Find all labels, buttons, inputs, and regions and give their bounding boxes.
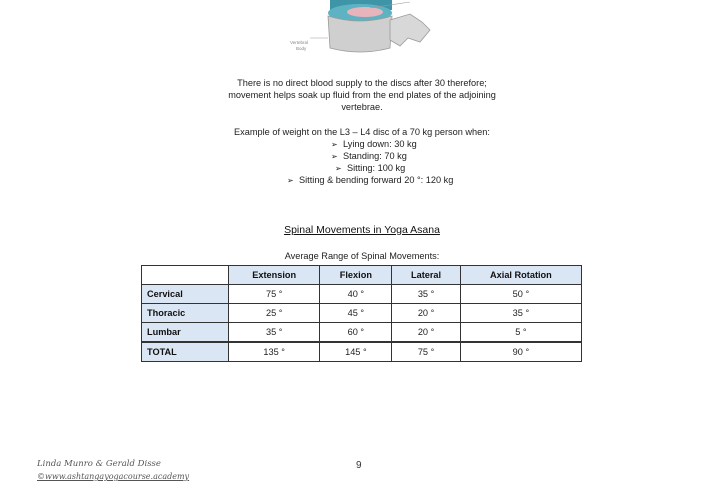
row-header-lumbar: Lumbar [142, 323, 229, 343]
corner-cell [142, 266, 229, 285]
footer-website-link[interactable]: ©www.ashtangayogacourse.academy [37, 472, 190, 481]
table-row [142, 285, 582, 304]
arrow-bullet-icon: ➢ [335, 164, 342, 173]
table-cell: 40 ° [320, 285, 392, 304]
paragraph-line: movement helps soak up fluid from the end plates of the adjoining [228, 90, 496, 100]
vertebral-body [328, 16, 392, 52]
table-row [142, 323, 582, 343]
table-cell: 75 ° [229, 285, 320, 304]
row-header-thoracic: Thoracic [142, 304, 229, 323]
vertebral-process [390, 14, 430, 46]
column-header-axial-rotation: Axial Rotation [460, 266, 581, 285]
table-cell: 20 ° [392, 323, 461, 343]
paragraph-line: vertebrae. [341, 102, 383, 112]
bullet-text: Lying down: 30 kg [343, 139, 417, 149]
table-cell: 145 ° [320, 342, 392, 362]
page-number: 9 [356, 460, 362, 471]
table-total-row [142, 342, 582, 362]
table-cell: 35 ° [229, 323, 320, 343]
arrow-bullet-icon: ➢ [287, 176, 294, 185]
section-title: Spinal Movements in Yoga Asana [284, 224, 440, 236]
spinal-movements-table [141, 265, 582, 362]
blood-supply-paragraph [200, 77, 524, 113]
table-cell: 35 ° [460, 304, 581, 323]
table-cell: 135 ° [229, 342, 320, 362]
table-caption: Average Range of Spinal Movements: [284, 251, 440, 261]
table-cell: 50 ° [460, 285, 581, 304]
table-header-row [142, 266, 582, 285]
weight-bullet [287, 174, 453, 187]
table-cell: 45 ° [320, 304, 392, 323]
weight-intro: Example of weight on the L3 – L4 disc of a 70 kg person when: [234, 127, 490, 137]
bullet-text: Standing: 70 kg [343, 151, 407, 161]
row-header-total: TOTAL [142, 342, 229, 362]
caption-label-1: Vertebral [290, 40, 309, 45]
table-cell: 5 ° [460, 323, 581, 343]
table-cell: 60 ° [320, 323, 392, 343]
caption-label-2: Body [296, 46, 307, 51]
column-header-extension: Extension [229, 266, 320, 285]
footer-author: Linda Munro & Gerald Disse [37, 459, 161, 469]
bullet-text: Sitting & bending forward 20 °: 120 kg [299, 175, 454, 185]
table-cell: 35 ° [392, 285, 461, 304]
column-header-lateral: Lateral [392, 266, 461, 285]
table-cell: 90 ° [460, 342, 581, 362]
paragraph-line: There is no direct blood supply to the discs after 30 therefore; [237, 78, 487, 88]
arrow-bullet-icon: ➢ [331, 140, 338, 149]
column-header-flexion: Flexion [320, 266, 392, 285]
bullet-text: Sitting: 100 kg [347, 163, 406, 173]
table-cell: 75 ° [392, 342, 461, 362]
arrow-bullet-icon: ➢ [331, 152, 338, 161]
table-cell: 25 ° [229, 304, 320, 323]
disc-nucleus [347, 7, 383, 17]
vertebra-disc-illustration [270, 0, 470, 58]
table-row [142, 304, 582, 323]
row-header-cervical: Cervical [142, 285, 229, 304]
table-cell: 20 ° [392, 304, 461, 323]
